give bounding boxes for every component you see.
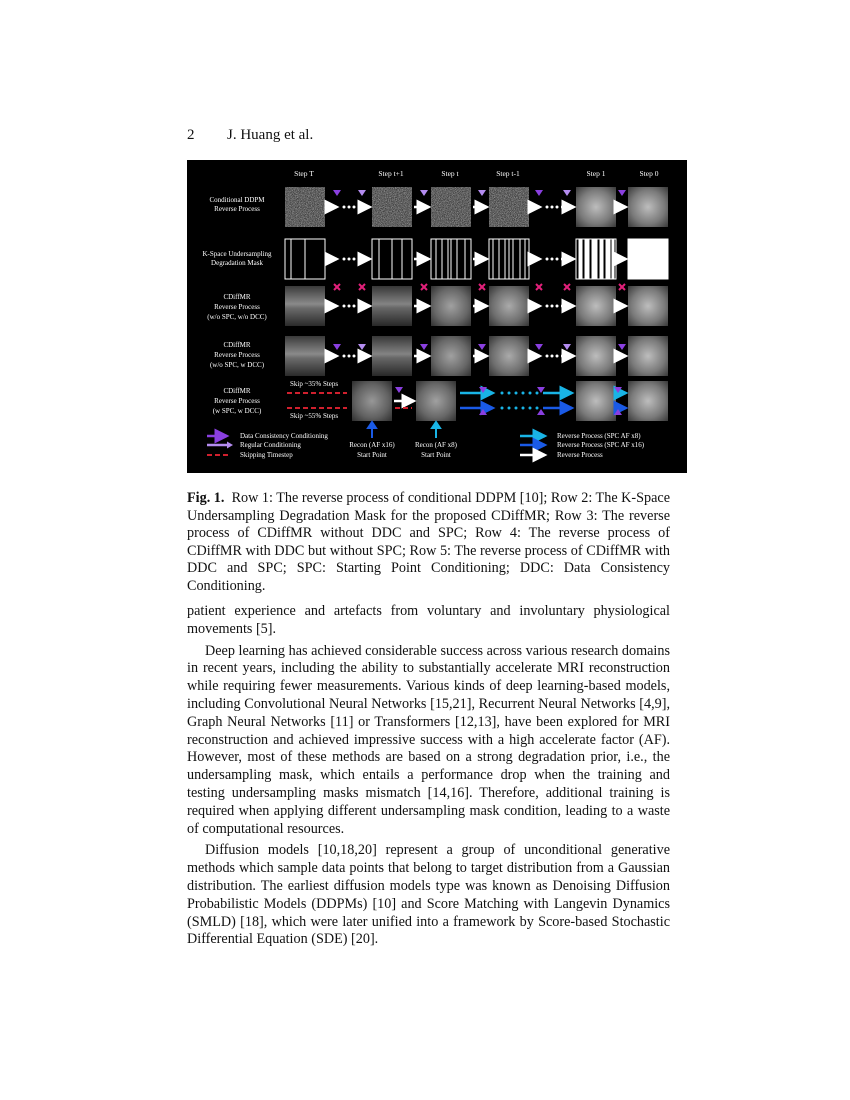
figure-caption [187, 490, 670, 596]
start-point-label: Recon (AF x16) [349, 441, 395, 449]
row-label: CDiffMR [223, 293, 251, 301]
row-label: CDiffMR [223, 341, 251, 349]
start-point-label: Start Point [421, 451, 451, 459]
mri-image [576, 187, 616, 227]
row-labels [202, 196, 272, 415]
row-label: Reverse Process [214, 351, 260, 359]
row-label: Conditional DDPM [209, 196, 265, 204]
legend-left [207, 432, 328, 459]
step-label: Step 1 [586, 169, 606, 178]
spc-dots [501, 392, 539, 410]
legend-label: Reverse Process (SPC AF x16) [557, 441, 645, 449]
legend-label: Reverse Process (SPC AF x8) [557, 432, 641, 440]
legend-label: Regular Conditioning [240, 441, 301, 449]
paragraph: Diffusion models [10,18,20] represent a group of unconditional generative methods which sample data points that belong to target distribution from a Gaussian distribution. The earliest diffusion models type was known as Denoising Diffusion Probabilistic Models (DDPMs) [10] and Score Matching with Langevin Dynamics (SMLD) [18], which were later unified into a framework by Score-based Stochastic Differential Equation (SDE) [20]. [187, 842, 670, 948]
noise-image [489, 187, 529, 227]
caption-label: Fig. 1. [187, 490, 225, 506]
page-number: 2 [187, 127, 195, 143]
step-label: Step T [294, 169, 314, 178]
start-point-labels [349, 441, 457, 459]
legend-right [520, 432, 645, 459]
legend-label: Skipping Timestep [240, 451, 293, 459]
paragraph: Deep learning has achieved considerable success across various research domains in recent years, including the ability to substantially accelerate MRI reconstruction while requiring fewer measurements. Various kinds of deep learning-based models, including Convolutional Neural Networks [15,21], Recurrent Neural Networks [4,9], Graph Neural Networks [11] or Transformers [12,13], have been explored for MRI reconstruction and achieved impressive success with a high accelerate factor (AF). However, most of these methods are based on a strong degradation prior, i.e., the undersampling mask, which entails a performance drop when the training and testing undersampling masks mismatch [14,16]. Therefore, additional training is required when applying different undersampling mask condition, leading to a waste of computational resources. [187, 642, 670, 837]
legend-label: Data Consistency Conditioning [240, 432, 328, 440]
noise-image [431, 187, 471, 227]
start-point-label: Recon (AF x8) [415, 441, 457, 449]
row-label: Reverse Process [214, 397, 260, 405]
row-label: Reverse Process [214, 303, 260, 311]
row-label: (w/o SPC, w DCC) [209, 361, 265, 369]
mri-image [628, 187, 668, 227]
ellipsis-dots [343, 206, 559, 358]
page-header [187, 127, 313, 144]
row-label: (w SPC, w DCC) [212, 407, 262, 415]
step-label: Step 0 [639, 169, 659, 178]
running-title: J. Huang et al. [227, 127, 314, 143]
start-point-arrows [368, 422, 440, 438]
skip-label: Skip ~35% Steps [290, 380, 339, 388]
skip-lines [287, 393, 412, 408]
row-label: Degradation Mask [211, 259, 263, 267]
noise-image [372, 187, 412, 227]
step-labels [294, 169, 659, 178]
row-label: K-Space Undersampling [202, 250, 272, 258]
legend-label: Reverse Process [557, 451, 603, 459]
row-label: CDiffMR [223, 387, 251, 395]
row-label: (w/o SPC, w/o DCC) [207, 313, 267, 321]
figure-1 [187, 160, 687, 473]
caption-text: Row 1: The reverse process of conditional DDPM [10]; Row 2: The K-Space Undersampling Degradation Mask for the proposed CDiffMR; Row 3: The reverse process of CDiffMR without DDC and SPC; Row 4: The reverse process of CDiffMR with DDC but without SPC; Row 5: The reverse process of CDiffMR with DDC and SPC; SPC: Starting Point Conditioning; DDC: Data Consistency Conditioning. [187, 490, 671, 594]
skip-labels [290, 380, 338, 420]
start-point-label: Start Point [357, 451, 387, 459]
noise-image [285, 187, 325, 227]
skip-label: Skip ~55% Steps [290, 412, 339, 420]
paragraph: patient experience and artefacts from voluntary and involuntary physiological movements [5]. [187, 603, 670, 637]
step-label: Step t-1 [496, 169, 520, 178]
body-text [187, 603, 670, 953]
step-label: Step t [441, 169, 459, 178]
step-label: Step t+1 [378, 169, 404, 178]
row-label: Reverse Process [214, 205, 260, 213]
